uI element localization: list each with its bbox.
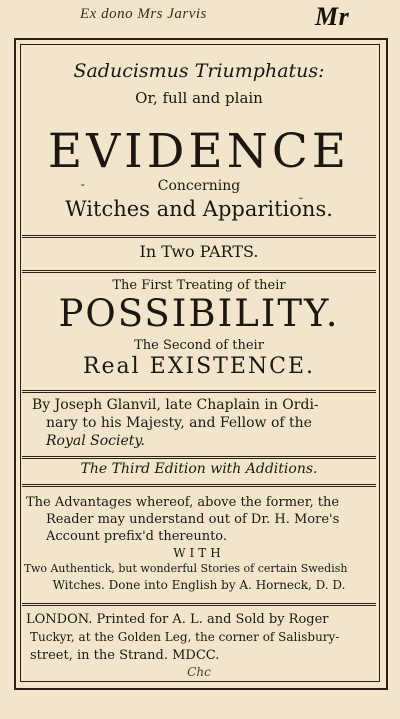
divider-5	[22, 484, 376, 487]
advantages-line-2: Reader may understand out of Dr. H. More's	[46, 512, 340, 527]
main-title: EVIDENCE	[47, 124, 351, 179]
concerning-line: Concerning	[157, 178, 241, 194]
existence-line: Real EXISTENCE.	[82, 354, 316, 379]
parts-line: In Two PARTS.	[139, 242, 259, 261]
divider-4	[22, 456, 376, 459]
edition-line: The Third Edition with Additions.	[80, 461, 318, 477]
handwritten-signature: Chc	[187, 665, 211, 679]
author-line-1: By Joseph Glanvil, late Chaplain in Ordi-	[32, 397, 319, 413]
imprint-line-2: Tuckyr, at the Golden Leg, the corner of Salisbury-	[30, 630, 340, 644]
ornament-right-icon: ˷	[298, 187, 304, 200]
with-label: WITH	[173, 546, 225, 560]
author-line-2: nary to his Majesty, and Fellow of the	[46, 415, 312, 431]
first-part-intro: The First Treating of their	[112, 278, 286, 293]
divider-3	[22, 390, 376, 393]
latin-title: Saducismus Triumphatus:	[73, 60, 325, 82]
possibility-word: POSSIBILITY.	[58, 292, 340, 335]
ornament-left-icon: ˇ	[80, 183, 86, 196]
stories-line-1: Two Authentick, but wonderful Stories of certain Swedish	[24, 562, 348, 575]
divider-6	[22, 603, 376, 606]
stories-line-2: Witches. Done into English by A. Horneck, D. D.	[52, 578, 346, 592]
advantages-line-1: The Advantages whereof, above the former, the	[26, 495, 340, 510]
author-line-3: Royal Society.	[46, 433, 145, 449]
handwritten-inscription	[80, 2, 380, 31]
advantages-line-3: Account prefix'd thereunto.	[46, 529, 228, 544]
divider-2	[22, 270, 376, 273]
inscription-text: Ex dono Mrs Jarvis	[80, 6, 207, 22]
imprint-line-1: LONDON. Printed for A. L. and Sold by Roger	[26, 612, 329, 627]
topic-line: Witches and Apparitions.	[65, 197, 333, 221]
inscription-flourish: Mr	[315, 2, 350, 31]
divider-1	[22, 235, 376, 238]
second-part-intro: The Second of their	[134, 338, 264, 353]
subtitle-line: Or, full and plain	[135, 89, 263, 107]
imprint-line-3: street, in the Strand. MDCC.	[30, 648, 220, 663]
